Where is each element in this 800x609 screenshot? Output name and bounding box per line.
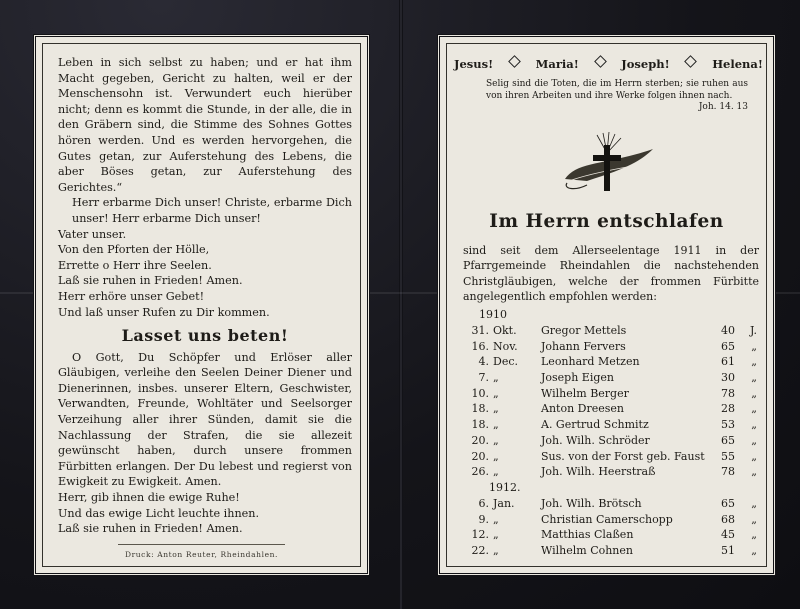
list-item xyxy=(463,527,759,543)
death-day: 22. xyxy=(471,543,489,557)
age-unit: „ xyxy=(751,371,757,385)
age-unit: „ xyxy=(751,465,757,479)
deceased-age: 65 xyxy=(721,433,735,447)
death-month: „ xyxy=(493,543,499,557)
holy-name: Jesus! xyxy=(454,57,494,71)
list-item xyxy=(463,433,759,449)
age-unit: „ xyxy=(751,528,757,542)
death-day: 7. xyxy=(478,371,489,385)
death-day: 9. xyxy=(478,512,489,526)
age-unit: „ xyxy=(751,339,757,353)
deceased-age: 61 xyxy=(721,355,735,369)
age-unit: J. xyxy=(749,324,757,337)
death-day: 20. xyxy=(471,433,489,447)
left-text xyxy=(58,55,352,537)
diamond-ornament-icon xyxy=(594,55,607,68)
litany-line: Herr erhöre unser Gebet! xyxy=(58,289,205,303)
deceased-name: Wilhelm Berger xyxy=(541,386,629,400)
deceased-name: Matthias Claßen xyxy=(541,528,634,542)
list-item xyxy=(463,464,759,480)
age-unit: „ xyxy=(751,496,757,510)
list-item xyxy=(463,512,759,528)
deceased-age: 78 xyxy=(721,386,735,400)
prayer-heading: Lasset uns beten! xyxy=(121,326,289,346)
holy-names-row xyxy=(454,57,763,71)
age-unit: „ xyxy=(751,386,757,400)
age-unit: „ xyxy=(751,355,757,369)
right-panel xyxy=(437,34,776,576)
age-unit: „ xyxy=(751,402,757,416)
deceased-name: Wilhelm Cohnen xyxy=(541,543,633,557)
deceased-name: Leonhard Metzen xyxy=(541,355,640,369)
deceased-age: 53 xyxy=(721,418,735,432)
printer-rule xyxy=(118,544,285,545)
death-month: Jan. xyxy=(493,496,515,510)
death-day: 18. xyxy=(471,402,489,416)
deceased-name: Joseph Eigen xyxy=(541,371,614,385)
deceased-name: A. Gertrud Schmitz xyxy=(541,418,649,432)
death-day: 18. xyxy=(471,418,489,432)
litany-line: Vater unser. xyxy=(58,227,127,241)
list-item xyxy=(463,417,759,433)
deceased-name: Anton Dreesen xyxy=(541,402,624,416)
death-day: 31. xyxy=(471,324,489,337)
deceased-age: 40 xyxy=(721,324,735,337)
holy-name: Maria! xyxy=(535,57,579,71)
verse-text: Selig sind die Toten, die im Herrn sterben; sie ruhen aus von ihren Arbeiten und ihre Werke folgen ihnen nach. xyxy=(486,79,748,101)
death-day: 12. xyxy=(471,528,489,542)
deceased-name: Sus. von der Forst geb. Faust xyxy=(541,449,705,463)
closing-line: Laß sie ruhen in Frieden! Amen. xyxy=(58,522,243,536)
death-day: 16. xyxy=(471,339,489,353)
deceased-name: Joh. Wilh. Brötsch xyxy=(541,496,642,510)
list-item xyxy=(463,496,759,512)
death-day: 6. xyxy=(478,496,489,510)
litany xyxy=(58,195,352,226)
list-item xyxy=(463,370,759,386)
year-label: 1910 xyxy=(479,308,507,321)
death-day: 4. xyxy=(478,355,489,369)
deceased-age: 30 xyxy=(721,371,735,385)
diamond-ornament-icon xyxy=(508,55,521,68)
deceased-age: 65 xyxy=(721,339,735,353)
death-month: „ xyxy=(493,465,499,479)
litany-line: Herr erbarme Dich unser! Christe, erbarme Dich unser! Herr erbarme Dich unser! xyxy=(72,196,352,225)
death-month: „ xyxy=(493,433,499,447)
deceased-age: 55 xyxy=(721,449,735,463)
left-panel xyxy=(33,34,370,576)
deceased-name: Joh. Wilh. Heerstraß xyxy=(541,465,656,479)
death-month: „ xyxy=(493,402,499,416)
death-month: „ xyxy=(493,512,499,526)
deceased-name: Johann Fervers xyxy=(541,339,626,353)
list-item xyxy=(463,543,759,559)
verse-reference: Joh. 14. 13 xyxy=(698,102,748,113)
deceased-age: 68 xyxy=(721,512,735,526)
litany-line: Laß sie ruhen in Frieden! Amen. xyxy=(58,274,243,288)
death-month: „ xyxy=(493,386,499,400)
list-item xyxy=(463,449,759,465)
diamond-ornament-icon xyxy=(685,55,698,68)
closing-line: Herr, gib ihnen die ewige Ruhe! xyxy=(58,491,240,505)
list-item xyxy=(463,354,759,370)
deceased-age: 65 xyxy=(721,496,735,510)
age-unit: „ xyxy=(751,449,757,463)
list-item xyxy=(463,386,759,402)
death-month: „ xyxy=(493,449,499,463)
death-month: Dec. xyxy=(493,355,518,369)
age-unit: „ xyxy=(751,433,757,447)
death-month: „ xyxy=(493,528,499,542)
prayer-paragraph: O Gott, Du Schöpfer und Erlöser aller Gläubigen, verleihe den Seelen Deiner Diener und Dienerinnen, insbes. unserer Eltern, Geschwister, Verwandten, Freunde, Wohltäter und Seelsorger Verzeihung aller ihrer Sünden, damit sie die Nachlassung der Strafen, die sie allezeit gewünscht haben, durch unsere frommen Fürbitten erlangen. Der Du lebest und regierst von Ewigkeit zu Ewigkeit. Amen. xyxy=(58,350,352,489)
bible-verse xyxy=(486,79,748,114)
death-month: Nov. xyxy=(493,339,518,353)
deceased-name: Gregor Mettels xyxy=(541,324,627,337)
death-day: 20. xyxy=(471,449,489,463)
cross-and-palm-icon xyxy=(557,131,661,199)
age-unit: „ xyxy=(751,418,757,432)
closing-line: Und das ewige Licht leuchte ihnen. xyxy=(58,506,260,520)
intro-text: sind seit dem Allerseelentage 1911 in der Pfarrgemeinde Rheindahlen die nachstehenden Christgläubigen, welche der frommen Fürbitte angelegentlich empfohlen werden: xyxy=(463,244,759,303)
litany-line: Von den Pforten der Hölle, xyxy=(58,243,210,257)
litany-line: Errette o Herr ihre Seelen. xyxy=(58,258,212,272)
list-item xyxy=(463,323,759,339)
deceased-age: 51 xyxy=(721,543,735,557)
deceased-list xyxy=(463,307,759,559)
age-unit: „ xyxy=(751,512,757,526)
litany-line: Und laß unser Rufen zu Dir kommen. xyxy=(58,305,270,319)
card-title: Im Herrn entschlafen xyxy=(489,211,724,232)
holy-name: Helena! xyxy=(712,57,763,71)
deceased-age: 78 xyxy=(721,465,735,479)
scripture-paragraph: Leben in sich selbst zu haben; und er hat ihm Macht gegeben, Gericht zu halten, weil er der Menschensohn ist. Verwundert euch hierüber nicht; denn es kommt die Stunde, in der alle, die in den Gräbern sind, die Stimme des Sohnes Gottes hören werden. Und es werden hervorgehen, die Gutes getan, zur Auferstehung des Lebens, die aber Böses getan, zur Auferstehung des Gerichtes.“ xyxy=(58,56,352,194)
age-unit: „ xyxy=(751,543,757,557)
list-item xyxy=(463,339,759,355)
death-day: 10. xyxy=(471,386,489,400)
list-item xyxy=(463,401,759,417)
deceased-name: Joh. Wilh. Schröder xyxy=(541,433,650,447)
center-fold xyxy=(399,0,403,609)
deceased-name: Christian Camerschopp xyxy=(541,512,673,526)
death-month: Okt. xyxy=(493,324,517,337)
year-label: 1912. xyxy=(489,480,521,494)
holy-name: Joseph! xyxy=(621,57,670,71)
death-month: „ xyxy=(493,371,499,385)
deceased-age: 28 xyxy=(721,402,735,416)
deceased-age: 45 xyxy=(721,528,735,542)
death-month: „ xyxy=(493,418,499,432)
death-day: 26. xyxy=(471,465,489,479)
printer-credit: Druck: Anton Reuter, Rheindahlen. xyxy=(124,550,279,559)
